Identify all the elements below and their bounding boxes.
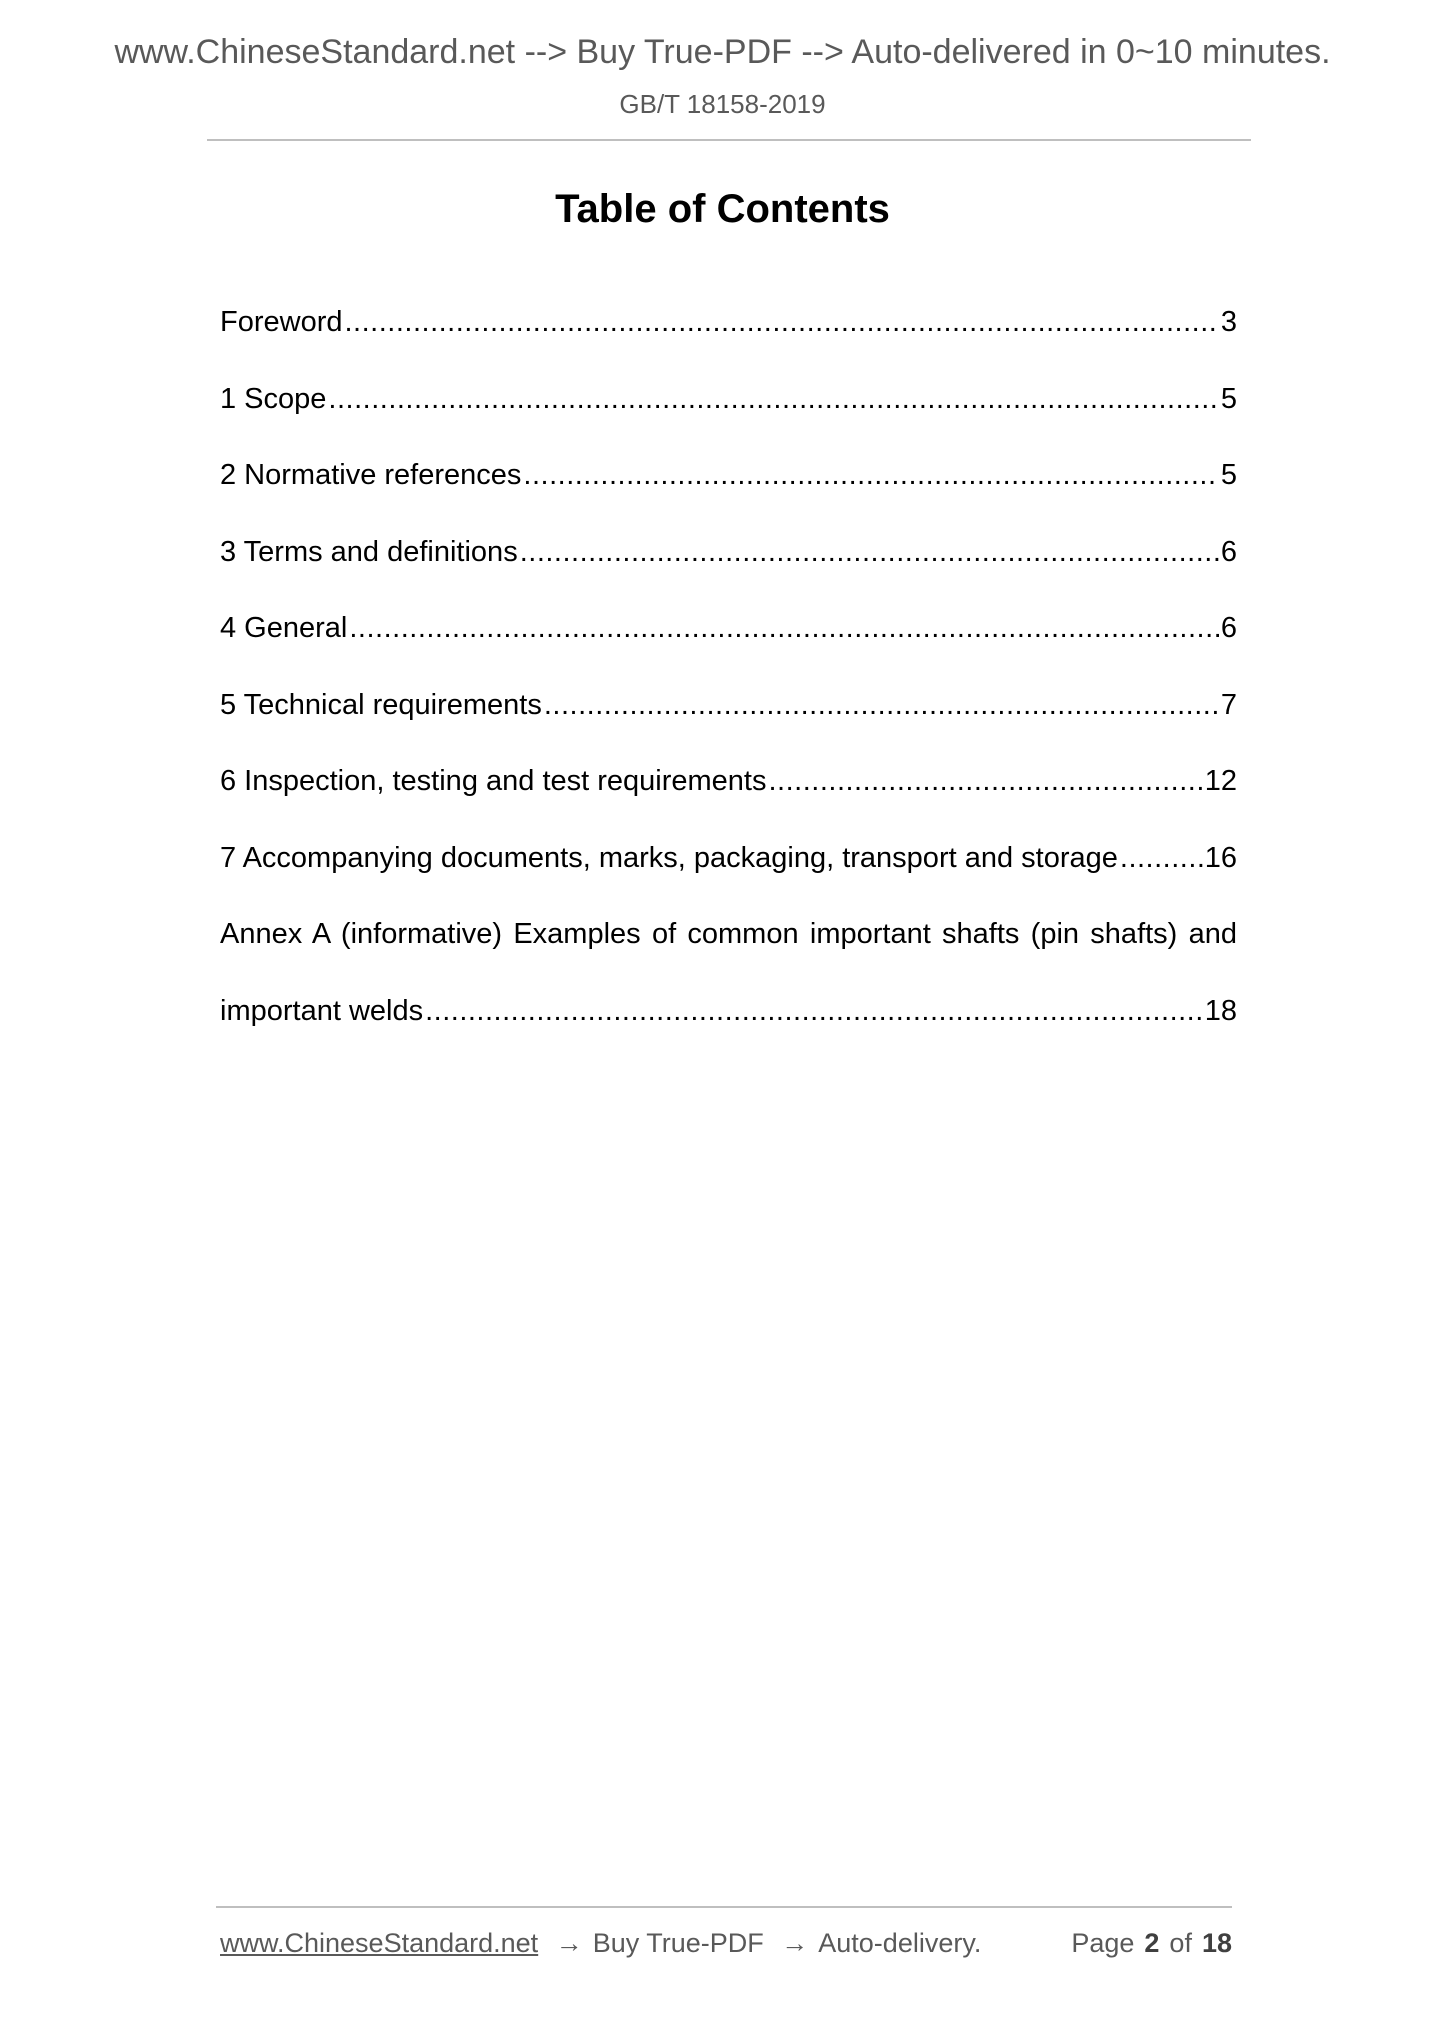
- toc-entry-inspection-testing[interactable]: [220, 759, 1237, 836]
- toc-entry-label: Annex A (informative) Examples of common important shafts (pin shafts) and: [220, 918, 1237, 950]
- toc-entry-label: 4 General: [220, 612, 348, 644]
- delivery-text: Auto-delivery.: [818, 1928, 982, 1958]
- page-total: 18: [1201, 1928, 1232, 1958]
- top-banner: www.ChineseStandard.net --> Buy True-PDF --> Auto-delivered in 0~10 minutes.: [114, 33, 1331, 71]
- document-code: GB/T 18158-2019: [619, 89, 826, 119]
- toc-entry-annex-a[interactable]: [220, 912, 1237, 989]
- toc-entry-label: important welds: [220, 994, 424, 1027]
- toc-title: Table of Contents: [555, 187, 890, 231]
- toc-entry-label: 2 Normative references: [220, 459, 522, 491]
- footer-divider: [216, 1906, 1232, 1908]
- toc-entry-general[interactable]: [220, 606, 1237, 683]
- toc-leader-dots: [345, 300, 1219, 344]
- toc-entry-page: 5: [1220, 459, 1237, 491]
- toc-entry-label: 3 Terms and definitions: [220, 535, 518, 568]
- toc-entry-page: 16: [1204, 841, 1237, 874]
- toc-entry-label: 1 Scope: [220, 382, 327, 415]
- toc-entry-foreword[interactable]: [220, 300, 1237, 377]
- toc-entry-page: 6: [1220, 535, 1237, 568]
- toc-entry-page: 3: [1220, 306, 1237, 338]
- toc-entry-technical-requirements[interactable]: [220, 683, 1237, 760]
- toc-entry-page: 7: [1220, 688, 1237, 721]
- toc-leader-dots: [523, 453, 1218, 497]
- page-label: Page: [1071, 1928, 1135, 1958]
- toc-entry-terms-and-definitions[interactable]: [220, 530, 1237, 607]
- toc-leader-dots: [425, 989, 1203, 1033]
- toc-leader-dots: [349, 606, 1219, 650]
- of-label: of: [1169, 1928, 1192, 1958]
- buy-text: Buy True-PDF: [592, 1928, 764, 1958]
- arrow-right-icon: →: [781, 1928, 809, 1958]
- table-of-contents: [220, 300, 1237, 1065]
- toc-leader-dots: [544, 683, 1219, 727]
- toc-entry-scope[interactable]: [220, 377, 1237, 454]
- page-number: 2: [1144, 1928, 1160, 1958]
- header-divider: [207, 139, 1251, 141]
- website-link[interactable]: www.ChineseStandard.net: [220, 1928, 539, 1958]
- toc-entry-label: 7 Accompanying documents, marks, packaging, transport and storage: [220, 841, 1118, 874]
- toc-entry-annex-a-continued[interactable]: [220, 989, 1237, 1066]
- toc-entry-page: 6: [1220, 612, 1237, 644]
- arrow-right-icon: →: [555, 1928, 583, 1958]
- toc-entry-normative-references[interactable]: [220, 453, 1237, 530]
- page-indicator: [1071, 1925, 1232, 1961]
- toc-entry-accompanying-documents[interactable]: [220, 836, 1237, 913]
- toc-leader-dots: [1120, 836, 1203, 880]
- toc-entry-label: 5 Technical requirements: [220, 688, 542, 721]
- toc-entry-page: 18: [1204, 994, 1237, 1027]
- toc-leader-dots: [768, 759, 1202, 803]
- toc-entry-label: 6 Inspection, testing and test requirements: [220, 765, 767, 797]
- footer-left: [220, 1925, 981, 1961]
- toc-entry-page: 5: [1220, 382, 1237, 415]
- toc-entry-label: Foreword: [220, 306, 343, 338]
- toc-leader-dots: [520, 530, 1219, 574]
- toc-entry-page: 12: [1204, 765, 1237, 797]
- toc-leader-dots: [328, 377, 1218, 421]
